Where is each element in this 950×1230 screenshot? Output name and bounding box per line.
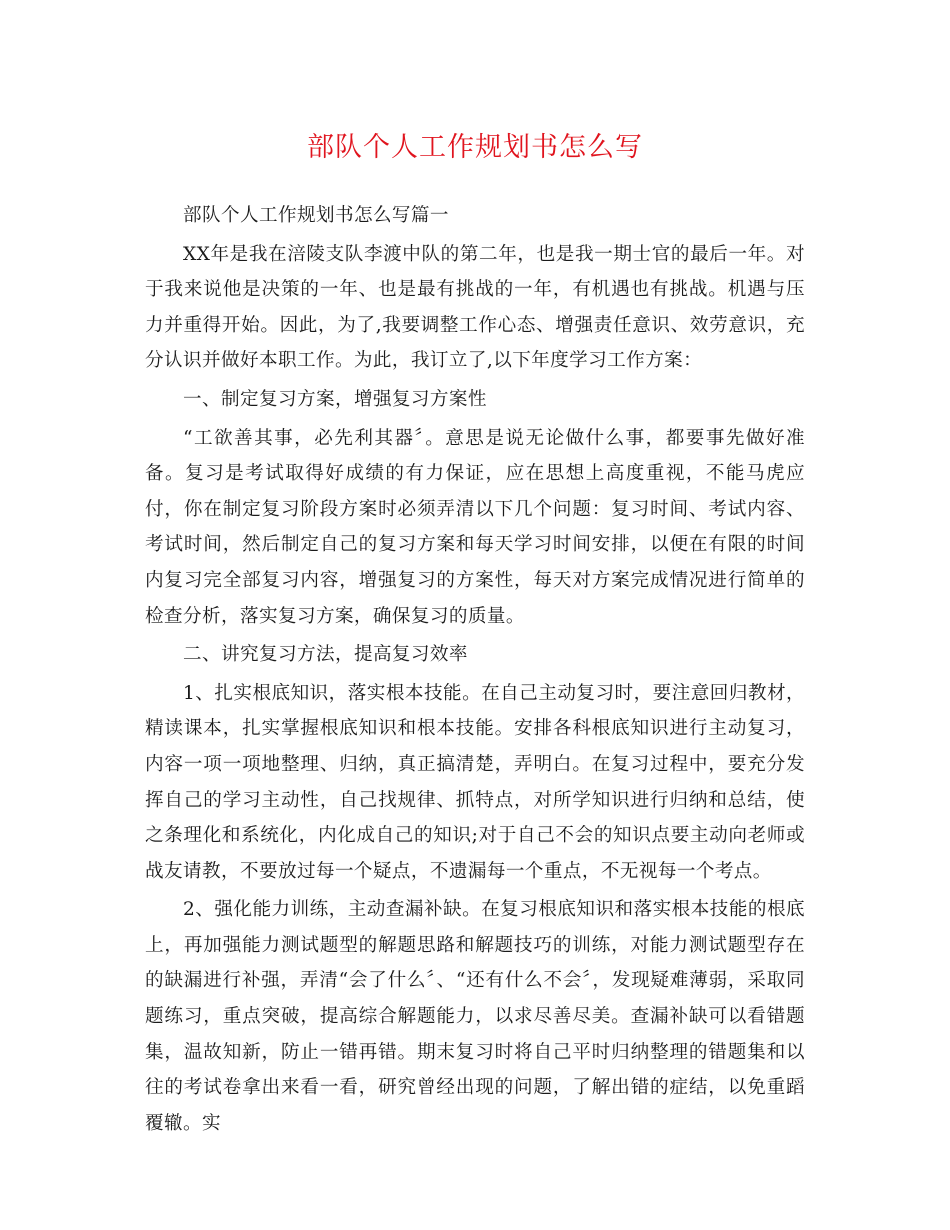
paragraph-heading-2: 二、讲究复习方法，提高复习效率 bbox=[183, 644, 468, 666]
document-title: 部队个人工作规划书怎么写 bbox=[307, 132, 643, 163]
paragraph-point-1: 1、扎实根底知识，落实根本技能。在自己主动复习时，要注意回归教材，精读课本，扎实掌握根底知识和根本技能。安排各科根底知识进行主动复习，内容一项一项地整理、归纳，真正搞清楚，弄明白。在复习过程中，要充分发挥自己的学习主动性，自己找规律、抓特点，对所学知识进行归纳和总结，使之条理化和系统化，内化成自己的知识;对于自己不会的知识点要主动向老师或战友请教，不要放过每一个疑点，不遗漏每一个重点，不无视每一个考点。 bbox=[145, 682, 805, 882]
document-body bbox=[145, 198, 805, 1144]
paragraph-point-2: 2、强化能力训练，主动查漏补缺。在复习根底知识和落实根本技能的根底上，再加强能力测试题型的解题思路和解题技巧的训练，对能力测试题型存在的缺漏进行补强，弄清“会了什么〞、“还有什么不会〞，发现疑难薄弱，采取同题练习，重点突破，提高综合解题能力，以求尽善尽美。查漏补缺可以看错题集，温故知新，防止一错再错。期末复习时将自己平时归纳整理的错题集和以往的考试卷拿出来看一看，研究曾经出现的问题，了解出错的症结，以免重蹈覆辙。实 bbox=[145, 899, 805, 1134]
paragraph-section-heading: 部队个人工作规划书怎么写篇一 bbox=[183, 205, 449, 226]
paragraph-plan: “工欲善其事，必先利其器〞。意思是说无论做什么事，都要事先做好准备。复习是考试取得好成绩的有力保证，应在思想上高度重视，不能马虎应付，你在制定复习阶段方案时必须弄清以下几个问题：复习时间、考试内容、考试时间，然后制定自己的复习方案和每天学习时间安排，以便在有限的时间内复习完全部复习内容，增强复习的方案性，每天对方案完成情况进行简单的检查分析，落实复习方案，确保复习的质量。 bbox=[145, 427, 805, 627]
paragraph-intro: XX年是我在涪陵支队李渡中队的第二年，也是我一期士官的最后一年。对于我来说他是决策的一年、也是最有挑战的一年，有机遇也有挑战。机遇与压力并重得开始。因此，为了,我要调整工作心态、增强责任意识、效劳意识，充分认识并做好本职工作。为此，我订立了,以下年度学习工作方案： bbox=[145, 243, 805, 372]
paragraph-heading-1: 一、制定复习方案，增强复习方案性 bbox=[183, 388, 487, 410]
